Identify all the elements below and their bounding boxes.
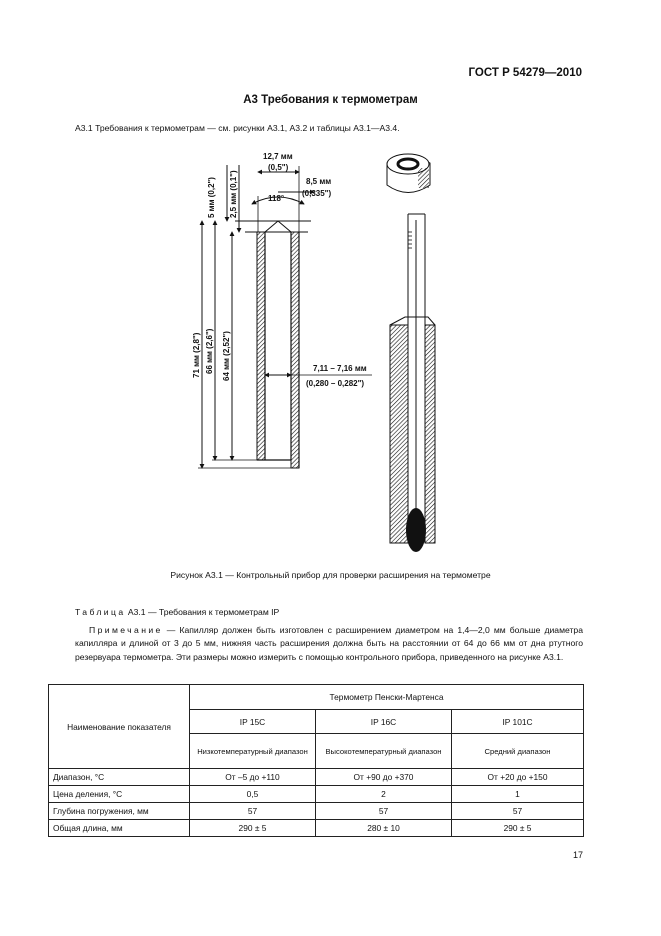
table-row	[49, 786, 584, 803]
dim-top-width-mm: 12,7 мм	[263, 152, 293, 161]
model-cell: IP 16C	[316, 710, 452, 734]
header-group-cell: Термометр Пенски-Мартенса	[190, 685, 584, 710]
dim-length-71: 71 мм (2,8")	[192, 332, 201, 378]
dim-depth-mm: 8,5 мм	[306, 177, 332, 186]
row-value: От +20 до +150	[452, 769, 584, 786]
row-value: 280 ± 10	[316, 820, 452, 837]
row-value: 57	[316, 803, 452, 820]
table-note	[75, 624, 583, 664]
row-value: 57	[190, 803, 316, 820]
thermometer-drawing	[387, 154, 435, 552]
header-name-cell: Наименование показателя	[49, 685, 190, 769]
control-device-drawing	[198, 165, 372, 468]
table-row	[49, 769, 584, 786]
row-value: 290 ± 5	[190, 820, 316, 837]
note-text: — Капилляр должен быть изготовлен с расширением диаметром на 1,4—2,0 мм больше диаметра капилляра и длиной от 3 до 5 мм, нижняя часть расширения должна быть на расстоянии от 64 до 66 мм от дна ртутного резервуара термометра. Эти размеры можно измерить с помощью контрольного прибора, приведенного на рисунке А3.1.	[75, 625, 583, 662]
range-cell: Высокотемпературный диапазон	[316, 734, 452, 769]
table-row	[49, 820, 584, 837]
thermometer-table	[48, 684, 584, 837]
table-title	[75, 607, 279, 617]
row-value: 0,5	[190, 786, 316, 803]
figure-caption: Рисунок А3.1 — Контрольный прибор для проверки расширения на термометре	[170, 570, 491, 580]
row-value: 57	[452, 803, 584, 820]
row-value: От –5 до +110	[190, 769, 316, 786]
dim-offset-5: 5 мм (0,2")	[207, 177, 216, 218]
row-value: 2	[316, 786, 452, 803]
row-value: От +90 до +370	[316, 769, 452, 786]
model-cell: IP 15C	[190, 710, 316, 734]
dim-length-66: 66 мм (2,6")	[205, 328, 214, 374]
dim-bore-in: (0,280 – 0,282")	[306, 379, 365, 388]
page-number: 17	[572, 850, 583, 860]
range-cell: Низкотемпературный диапазон	[190, 734, 316, 769]
document-code: ГОСТ Р 54279—2010	[468, 67, 582, 79]
row-value: 1	[452, 786, 584, 803]
dim-angle: 118°	[268, 194, 285, 203]
model-cell: IP 101C	[452, 710, 584, 734]
note-word: Примечание	[89, 625, 163, 635]
table-title-word: Таблица	[75, 607, 126, 617]
table-title-rest: А3.1 — Требования к термометрам IP	[125, 607, 280, 617]
dim-top-width-in: (0,5")	[268, 163, 289, 172]
table-row	[49, 803, 584, 820]
dim-depth-in: (0,335")	[302, 189, 332, 198]
dim-offset-2-5: 2,5 мм (0,1")	[229, 170, 238, 218]
dim-length-64: 64 мм (2,52")	[222, 331, 231, 381]
range-cell: Средний диапазон	[452, 734, 584, 769]
dim-bore-mm: 7,11 – 7,16 мм	[313, 364, 367, 373]
row-name: Общая длина, мм	[49, 820, 190, 837]
section-title: А3 Требования к термометрам	[243, 94, 418, 106]
row-name: Глубина погружения, мм	[49, 803, 190, 820]
row-name: Цена деления, °C	[49, 786, 190, 803]
row-name: Диапазон, °C	[49, 769, 190, 786]
row-value: 290 ± 5	[452, 820, 584, 837]
intro-paragraph: А3.1 Требования к термометрам — см. рисунки А3.1, А3.2 и таблицы А3.1—А3.4.	[75, 123, 400, 133]
